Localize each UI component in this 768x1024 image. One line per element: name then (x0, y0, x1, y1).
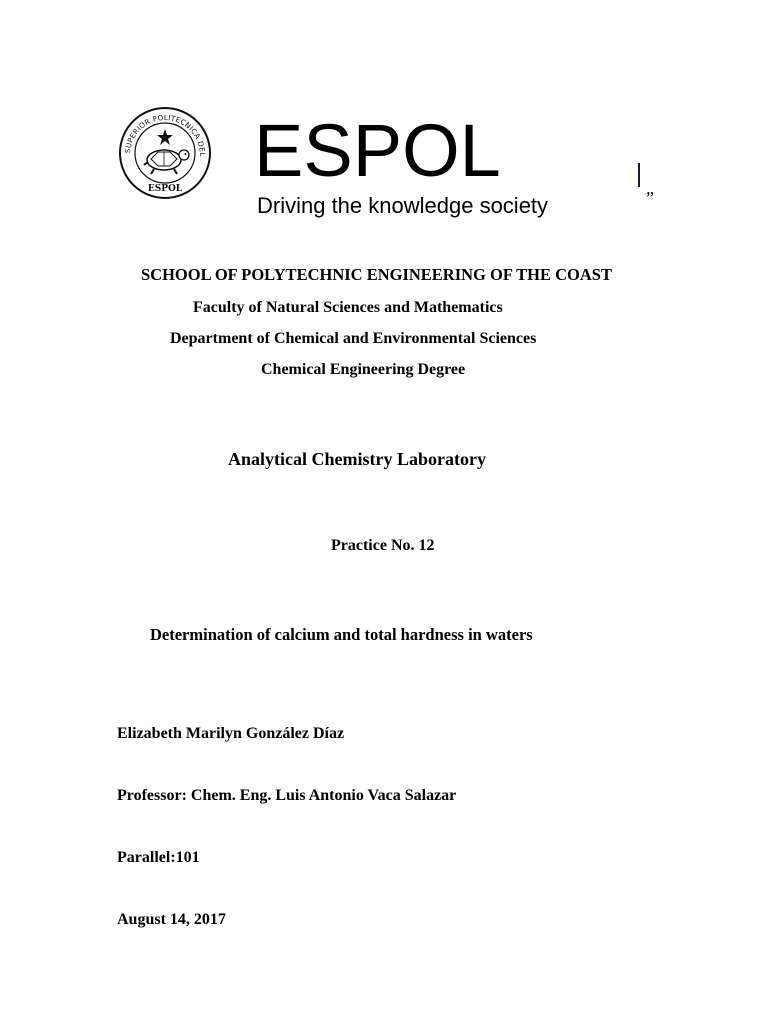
seal-ring-text: SUPERIOR POLITECNICA DEL (122, 112, 208, 157)
espol-seal-logo (118, 95, 212, 213)
closing-quote: ” (644, 188, 655, 208)
author-name: Elizabeth Marilyn González Díaz (117, 725, 345, 742)
degree-name: Chemical Engineering Degree (261, 361, 466, 378)
seal-name-text: ESPOL (147, 184, 183, 194)
brand-tagline: Driving the knowledge society (257, 193, 549, 218)
brand-wordmark: ESPOL (254, 109, 501, 192)
department-name: Department of Chemical and Environmental Sciences (170, 330, 537, 347)
practice-topic: Determination of calcium and total hardness in waters (150, 625, 533, 644)
parallel-number: Parallel:101 (117, 849, 200, 866)
course-title: Analytical Chemistry Laboratory (228, 449, 486, 469)
faculty-name: Faculty of Natural Sciences and Mathematics (193, 299, 503, 316)
vertical-bar-mark (638, 163, 640, 187)
practice-number: Practice No. 12 (331, 537, 435, 554)
school-name: SCHOOL OF POLYTECHNIC ENGINEERING OF THE COAST (141, 265, 612, 284)
professor-name: Professor: Chem. Eng. Luis Antonio Vaca Salazar (117, 787, 457, 804)
report-date: August 14, 2017 (117, 911, 226, 928)
